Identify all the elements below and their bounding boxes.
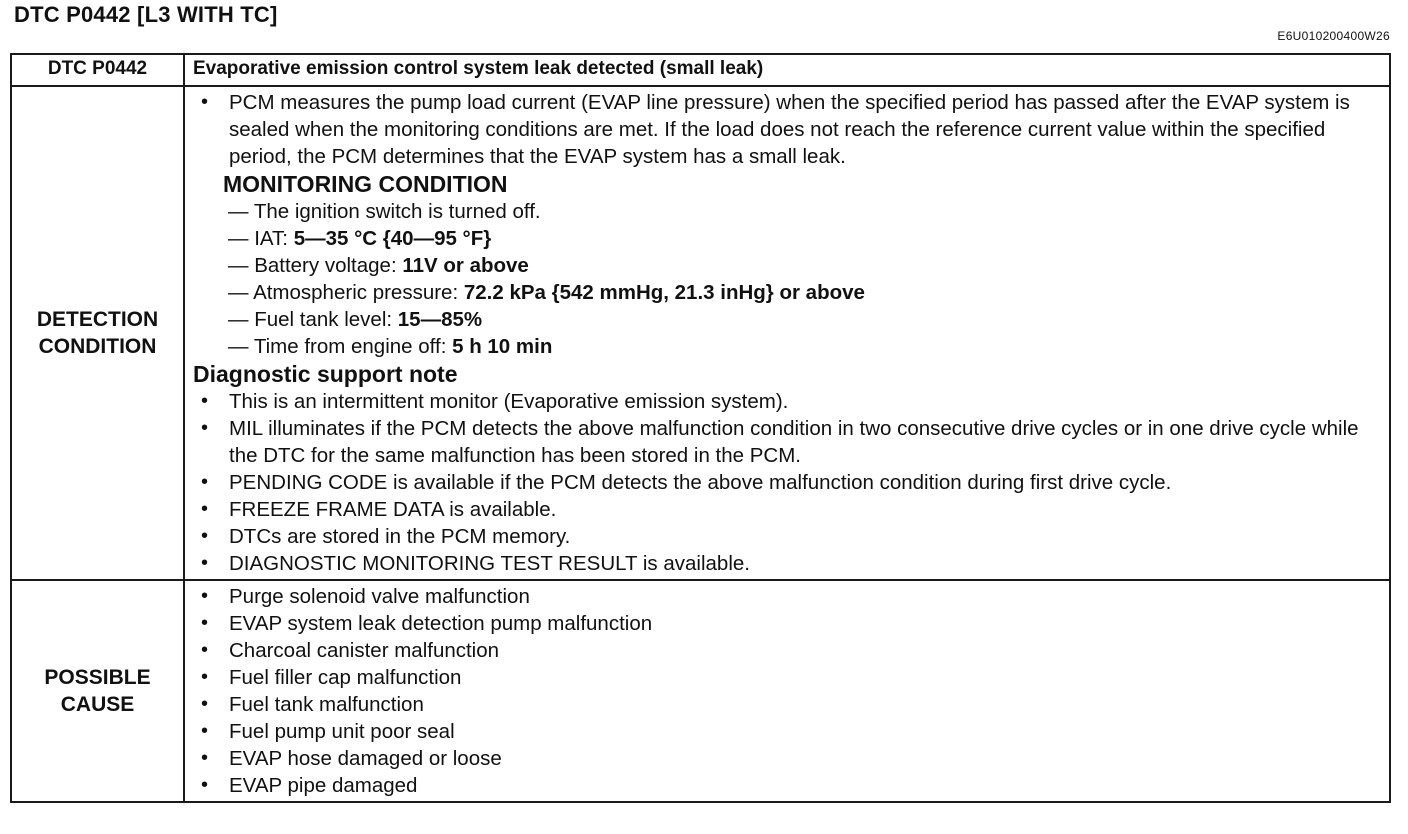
monitoring-condition-heading: MONITORING CONDITION: [223, 171, 508, 197]
condition-item: [193, 225, 1389, 252]
condition-value: 5 h 10 min: [452, 335, 553, 358]
cause-item: • Fuel filler cap malfunction: [193, 664, 1389, 691]
dtc-table: [10, 53, 1391, 803]
condition-label: — Atmospheric pressure:: [228, 281, 464, 304]
support-note: • DTCs are stored in the PCM memory.: [193, 523, 1389, 550]
condition-label: — Battery voltage:: [228, 254, 403, 277]
page-title: DTC P0442 [L3 WITH TC]: [14, 2, 278, 27]
condition-label: — Time from engine off:: [228, 335, 453, 358]
possible-cause-row: [11, 580, 1390, 802]
condition-value: 72.2 kPa {542 mmHg, 21.3 inHg} or above: [463, 281, 865, 304]
possible-cause-content: [184, 580, 1390, 802]
condition-item: [193, 333, 1389, 360]
possible-cause-list: [193, 583, 1389, 799]
condition-value: 15—85%: [397, 308, 483, 331]
cause-item: • EVAP system leak detection pump malfunction: [193, 610, 1389, 637]
condition-value: 11V or above: [402, 254, 529, 277]
support-notes-list: [193, 388, 1389, 577]
cause-item: • Charcoal canister malfunction: [193, 637, 1389, 664]
condition-label: — IAT:: [228, 227, 294, 250]
dtc-code-description: Evaporative emission control system leak detected (small leak): [184, 54, 1390, 86]
support-note: • MIL illuminates if the PCM detects the above malfunction condition in two consecutive drive cycles or in one drive cycle while the DTC for the same malfunction has been stored in the PCM.: [193, 415, 1389, 469]
possible-label-line1: POSSIBLE: [44, 666, 151, 689]
cause-item: • Fuel tank malfunction: [193, 691, 1389, 718]
document-code: E6U010200400W26: [1277, 29, 1390, 43]
support-note: • This is an intermittent monitor (Evaporative emission system).: [193, 388, 1389, 415]
detection-intro-list: [193, 89, 1389, 170]
detection-condition-content: [184, 86, 1390, 580]
detection-intro-text: • PCM measures the pump load current (EVAP line pressure) when the specified period has passed after the EVAP system is sealed when the monitoring conditions are met. If the load does not reach the reference current value within the specified period, the PCM determines that the EVAP system has a small leak.: [193, 89, 1389, 170]
condition-item: [193, 306, 1389, 333]
condition-label: — The ignition switch is turned off.: [228, 200, 541, 223]
condition-item: [193, 279, 1389, 306]
condition-label: — Fuel tank level:: [228, 308, 398, 331]
detection-condition-row: [11, 86, 1390, 580]
condition-value: 5—35 °C {40—95 °F}: [293, 227, 492, 250]
condition-item: [193, 198, 1389, 225]
cause-item: • EVAP pipe damaged: [193, 772, 1389, 799]
possible-cause-label: [11, 580, 184, 802]
detection-condition-label: [11, 86, 184, 580]
detection-label-line1: DETECTION: [36, 308, 159, 331]
cause-item: • Fuel pump unit poor seal: [193, 718, 1389, 745]
detection-label-line2: CONDITION: [38, 335, 157, 358]
cause-item: • EVAP hose damaged or loose: [193, 745, 1389, 772]
dtc-code-label: DTC P0442: [11, 54, 184, 86]
diagnostic-support-heading: Diagnostic support note: [193, 361, 458, 387]
support-note: • DIAGNOSTIC MONITORING TEST RESULT is available.: [193, 550, 1389, 577]
cause-item: • Purge solenoid valve malfunction: [193, 583, 1389, 610]
possible-label-line2: CAUSE: [60, 693, 135, 716]
support-note: • PENDING CODE is available if the PCM detects the above malfunction condition during first drive cycle.: [193, 469, 1389, 496]
support-note: • FREEZE FRAME DATA is available.: [193, 496, 1389, 523]
condition-item: [193, 252, 1389, 279]
dtc-header-row: [11, 54, 1390, 86]
